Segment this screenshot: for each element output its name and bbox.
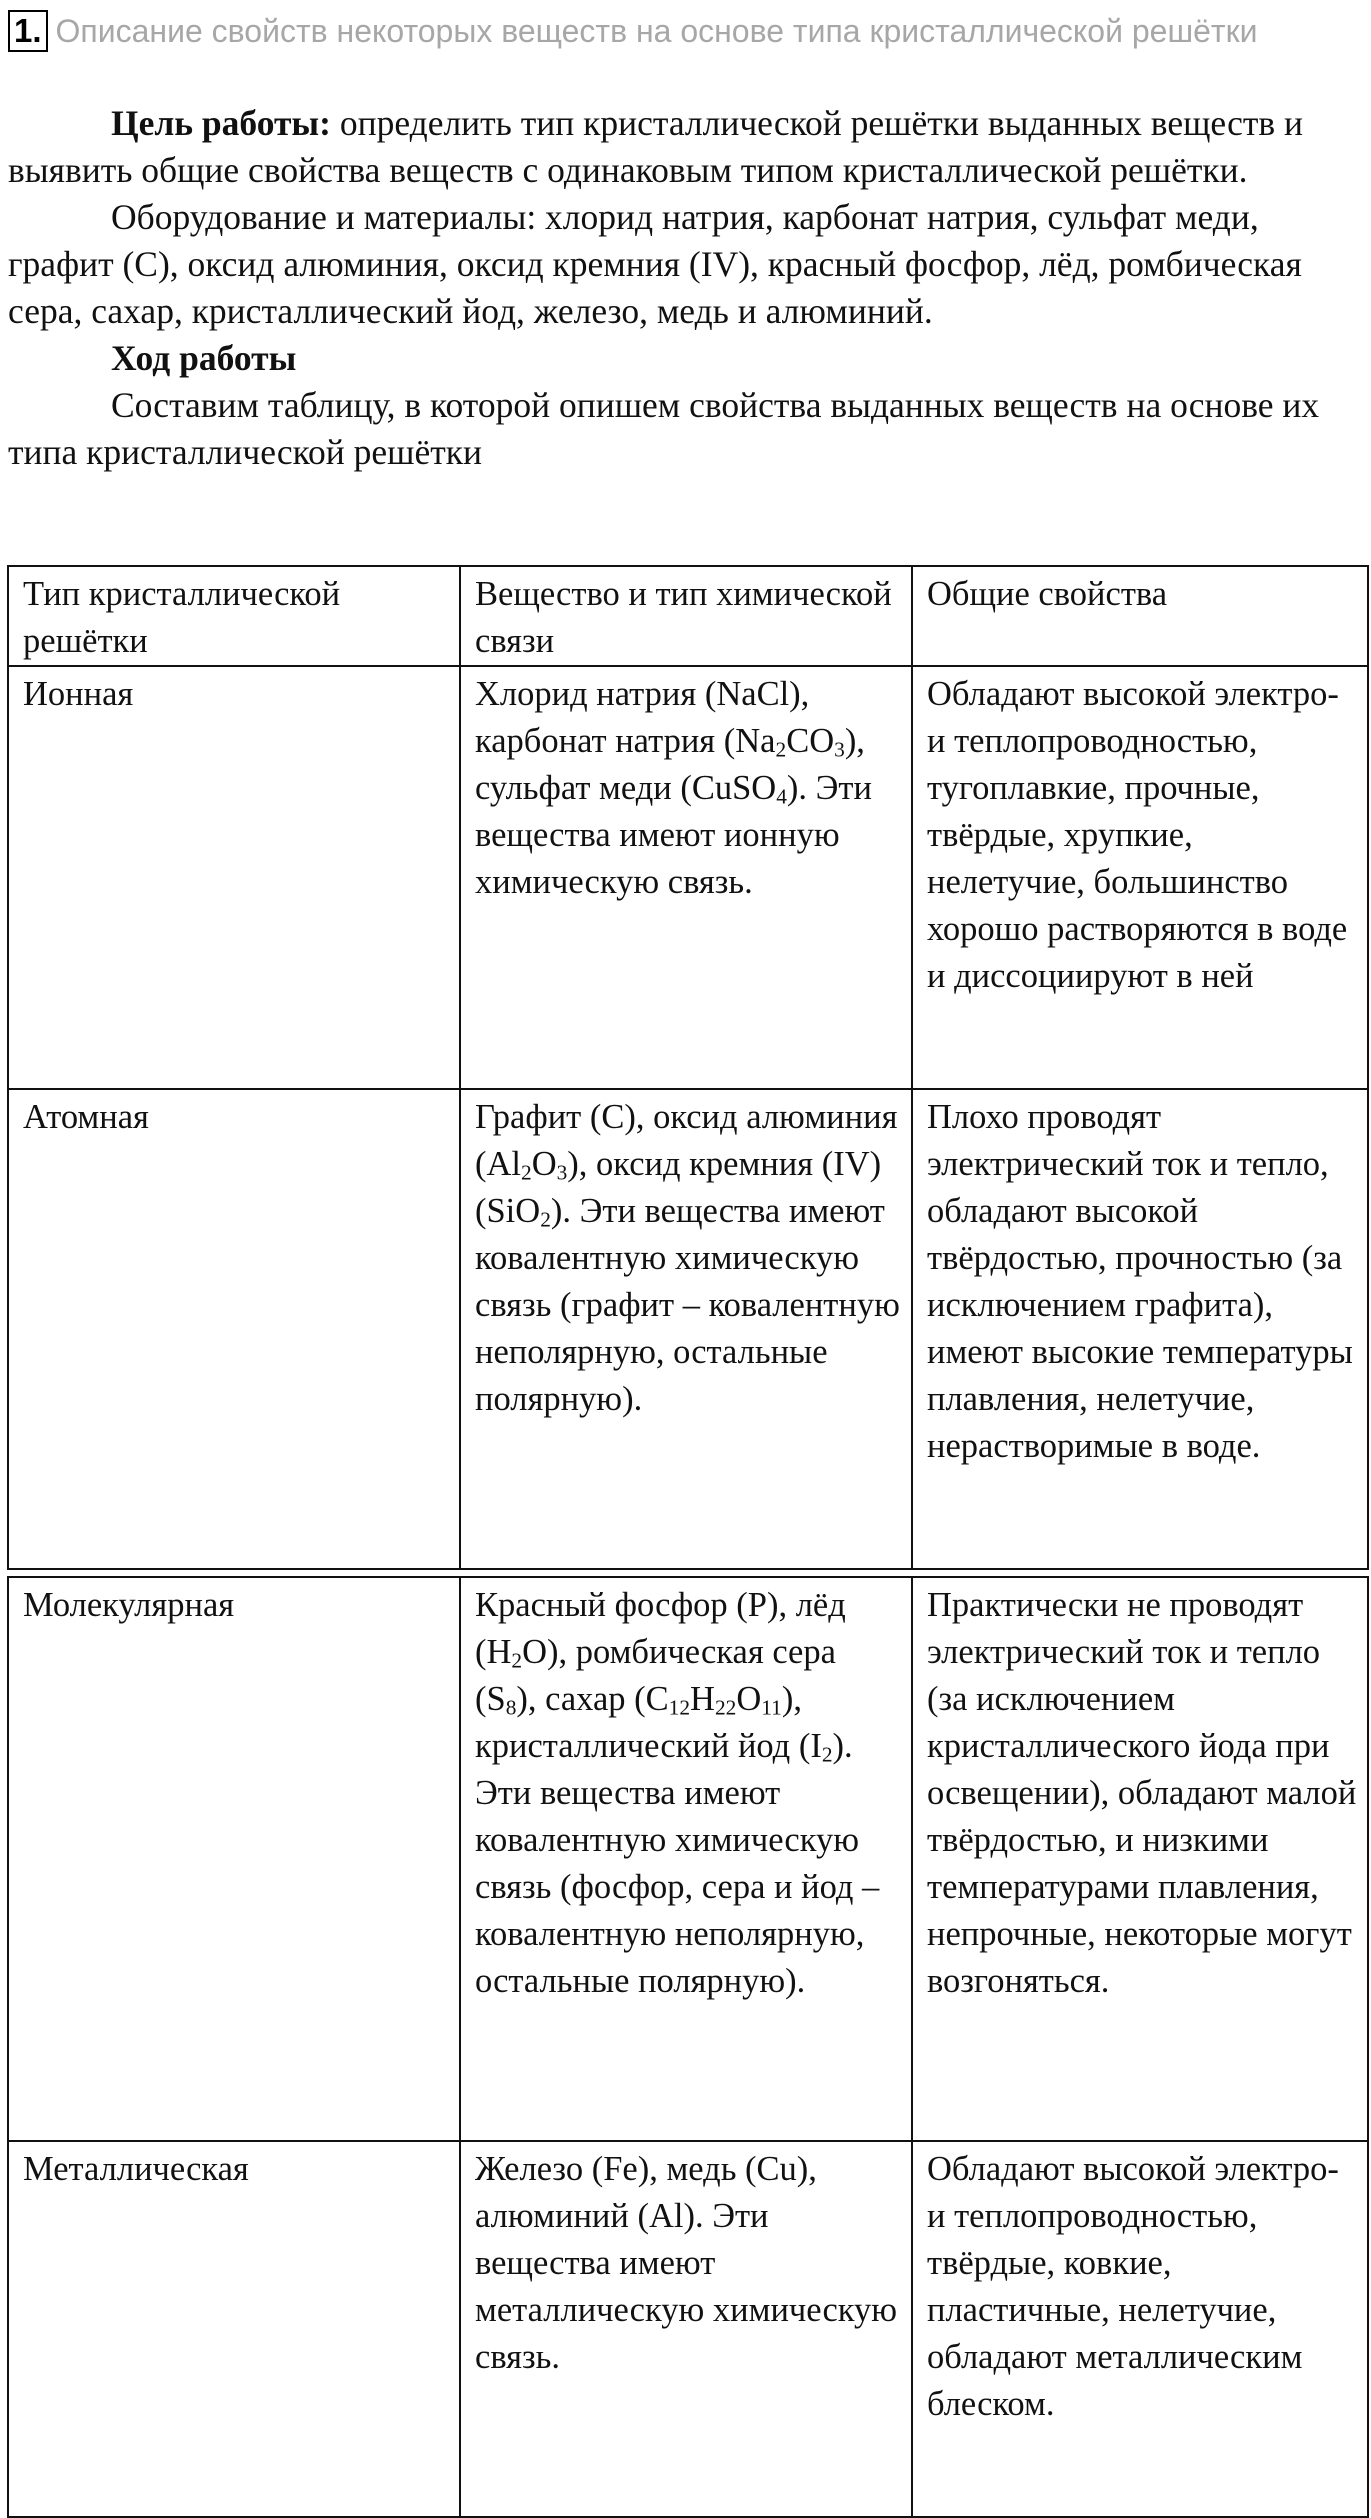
properties-cell: Обладают высокой электро- и теплопроводностью, тугоплавкие, прочные, твёрдые, хрупкие, нелетучие, большинство хорошо растворяются в воде и диссоциируют в ней — [912, 666, 1368, 1089]
procedure-paragraph: Составим таблицу, в которой опишем свойства выданных веществ на основе их типа кристаллической решётки — [8, 385, 1320, 472]
substance-cell: Железо (Fe), медь (Cu), алюминий (Al). Эти вещества имеют металлическую химическую связь. — [460, 2141, 912, 2517]
properties-table-part-1 — [7, 565, 1369, 1570]
substance-cell: Хлорид натрия (NaCl), карбонат натрия $(Na_2CO_3)$, сульфат меди (CuSO$_4$). Эти вещества имеют ионную химическую связь. — [460, 666, 912, 1089]
substance-cell: Графит (С), оксид алюминия $(Al_2O_3)$, оксид кремния (IV) (SiO$_2$). Эти вещества имеют ковалентную химическую связь (графит – ковалентную неполярную, остальные полярную). — [460, 1089, 912, 1569]
table-row — [8, 666, 1368, 1089]
task-number: 1. — [8, 10, 48, 52]
equipment-paragraph: Оборудование и материалы: хлорид натрия, карбонат натрия, сульфат меди, графит (С), оксид алюминия, оксид кремния (IV), красный фосфор, лёд, ромбическая сера, сахар, кристаллический йод, железо, медь и алюминий. — [8, 197, 1302, 331]
lattice-type-cell: Металлическая — [8, 2141, 460, 2517]
lattice-type-cell: Молекулярная — [8, 1577, 460, 2141]
task-title: Описание свойств некоторых веществ на основе типа кристаллической решётки — [55, 12, 1258, 49]
table-row — [8, 1577, 1368, 2141]
substance-cell: Красный фосфор (P), лёд $(H_2O)$, ромбическая сера $(S_8)$, сахар $(C_{12}H_{22}O_{11})$, кристаллический йод $(I_2)$. Эти вещества имеют ковалентную химическую связь (фосфор, сера и йод – ковалентную неполярную, остальные полярную). — [460, 1577, 912, 2141]
properties-cell: Практически не проводят электрический ток и тепло (за исключением кристаллического йода при освещении), обладают малой твёрдостью, и низкими температурами плавления, непрочные, некоторые могут возгоняться. — [912, 1577, 1368, 2141]
goal-label: Цель работы: — [111, 103, 331, 143]
header-properties: Общие свойства — [912, 566, 1368, 666]
header-substance: Вещество и тип химической связи — [460, 566, 912, 666]
properties-cell: Обладают высокой электро- и теплопроводностью, твёрдые, ковкие, пластичные, нелетучие, обладают металлическим блеском. — [912, 2141, 1368, 2517]
goal-paragraph — [8, 100, 1363, 194]
properties-table-part-2 — [7, 1576, 1369, 2518]
lattice-type-cell: Атомная — [8, 1089, 460, 1569]
procedure-heading-text: Ход работы — [111, 338, 297, 378]
task-header — [8, 10, 1257, 52]
table-header-row — [8, 566, 1368, 666]
header-lattice-type: Тип кристаллической решётки — [8, 566, 460, 666]
lattice-type-cell: Ионная — [8, 666, 460, 1089]
table-row — [8, 1089, 1368, 1569]
goal-text: определить тип кристаллической решётки выданных веществ и выявить общие свойства веществ с одинаковым типом кристаллической решётки. — [8, 103, 1303, 190]
intro-text — [8, 100, 1363, 476]
properties-cell: Плохо проводят электрический ток и тепло, обладают высокой твёрдостью, прочностью (за исключением графита), имеют высокие температуры плавления, нелетучие, нерастворимые в воде. — [912, 1089, 1368, 1569]
procedure-heading — [8, 335, 1363, 382]
table-row — [8, 2141, 1368, 2517]
